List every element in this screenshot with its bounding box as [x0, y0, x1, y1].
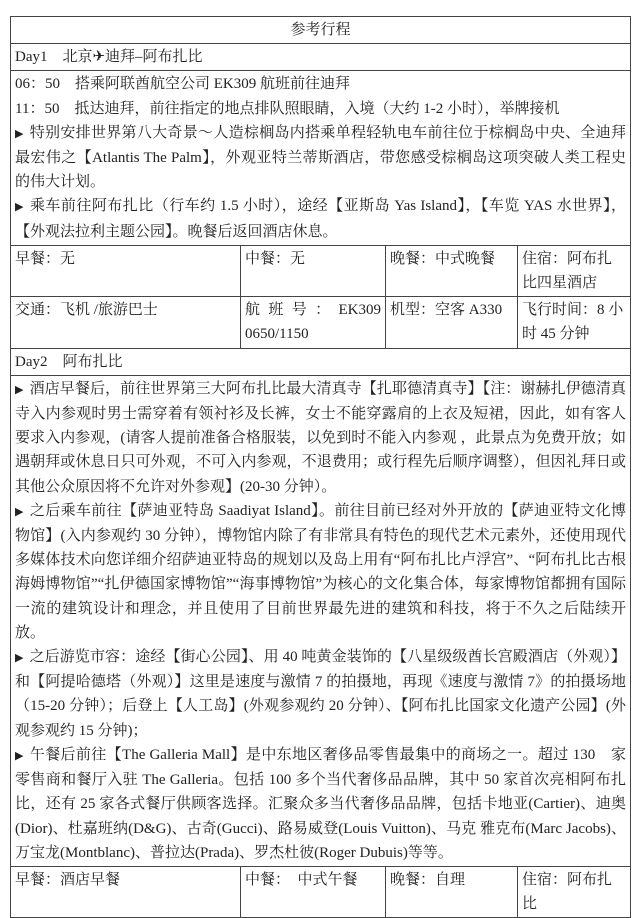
day2-header: Day2 阿布扎比 [11, 348, 631, 375]
day1-duration: 飞行时间：8 小时 45 分钟 [518, 297, 631, 348]
triangle-right-icon: ▶ [15, 652, 24, 665]
day2-bullet: ▶ 午餐后前往【The Galleria Mall】是中东地区奢侈品零售最集中的商场之一。超过 130 家零售商和餐厅入驻 The Galleria。包括 100 多个当代奢侈品品牌，其中 50 家首次亮相阿布扎比，还有 25 家各式餐厅供顾客选择。汇聚众多当代奢侈品品牌，包括卡地亚(Cartier)、迪奥(Dior)、杜嘉班纳(D&G)、古奇(Gucci)、路易威登(Louis Vuitton)、马克 雅克布(Marc Jacobs)、万宝龙(Montblanc)、普拉达(Prada)、罗杰杜彼(Roger Dubuis)等等。 [15, 746, 627, 861]
day1-lunch: 中餐：无 [241, 245, 386, 296]
itinerary-title: 参考行程 [11, 17, 631, 44]
day2-dinner: 晚餐：自理 [386, 866, 518, 917]
day2-bullet: ▶ 之后游览市容：途经【街心公园】、用 40 吨黄金装饰的【八星级级酋长宫殿酒店（外观）】和【阿提哈德塔（外观）】这里是速度与激情 7 的拍摄地，再现《速度与激情 7》的拍摄场地（15-20 分钟）；后登上【人工岛】(外观参观约 20 分钟）、【阿布扎比国家文化遗产公园】(外观参观约 15 分钟)； [15, 649, 627, 739]
day1-breakfast: 早餐：无 [11, 245, 241, 296]
day2-breakfast: 早餐：酒店早餐 [11, 866, 241, 917]
day1-header: Day1 北京✈迪拜–阿布扎比 [11, 44, 631, 71]
day2-lunch: 中餐： 中式午餐 [241, 866, 386, 917]
day2-content [11, 375, 631, 866]
day1-dinner: 晚餐：中式晚餐 [386, 245, 518, 296]
day1-aircraft: 机型：空客 A330 [386, 297, 518, 348]
day2-hotel: 住宿：阿布扎比 [518, 866, 631, 917]
day1-hotel: 住宿：阿布扎比四星酒店 [518, 245, 631, 296]
day1-line: 06：50 搭乘阿联酋航空公司 EK309 航班前往迪拜 [15, 76, 350, 93]
day2-bullet: ▶ 酒店早餐后，前往世界第三大阿布扎比最大清真寺【扎耶德清真寺】【注：谢赫扎伊德清真寺入内参观时男士需穿着有领衬衫及长裤，女士不能穿露肩的上衣及短裙，因此，如有客人要求入内参观，(请客人提前准备合格服装，以免到时不能入内参观 ，此景点为免费开放；如遇朝拜或休息日只可外观，不可入内参观，不退费用；或行程先后顺序调整），但因礼拜日或其他公众原因将不允许对外参观】(20-30 分钟）。 [15, 380, 627, 495]
triangle-right-icon: ▶ [15, 201, 24, 214]
triangle-right-icon: ▶ [15, 127, 24, 140]
day1-bullet: ▶ 特别安排世界第八大奇景～人造棕榈岛内搭乘单程轻轨电车前往位于棕榈岛中央、全迪拜最宏伟之【Atlantis The Palm】，外观亚特兰蒂斯酒店，带您感受棕榈岛这项突破人类工程史的伟大计划。 [15, 124, 627, 191]
day1-bullet: ▶ 乘车前往阿布扎比（行车约 1.5 小时），途经【亚斯岛 Yas Island】，【车览 YAS 水世界】，【外观法拉利主题公园】。晚餐后返回酒店休息。 [15, 198, 626, 240]
day1-content [11, 71, 631, 245]
day2-bullet: ▶ 之后乘车前往【萨迪亚特岛 Saadiyat Island】。前往目前已经对外开放的【萨迪亚特文化博物馆】(入内参观约 30 分钟），博物馆内除了有非常具有特色的现代艺术元素外，还使用现代多媒体技术向您详细介绍萨迪亚特岛的规划以及岛上用有“阿布扎比卢浮宫”、“阿布扎比古根海姆博物馆”“扎伊德国家博物馆”“海事博物馆”为核心的文化集合体，每家博物馆都拥有国际一流的建筑设计和理念，并且使用了目前世界最先进的建筑和科技，将于不久之后陆续开放。 [15, 502, 627, 641]
day1-flight: 航 班 号 ： EK309 0650/1150 [241, 297, 386, 348]
itinerary-table [10, 16, 631, 918]
triangle-right-icon: ▶ [15, 505, 24, 518]
day1-transport: 交通：飞机 /旅游巴士 [11, 297, 241, 348]
day1-line: 11：50 抵达迪拜，前往指定的地点排队照眼睛，入境（大约 1-2 小时），举牌接机 [15, 100, 560, 117]
triangle-right-icon: ▶ [15, 383, 24, 396]
triangle-right-icon: ▶ [15, 749, 24, 762]
